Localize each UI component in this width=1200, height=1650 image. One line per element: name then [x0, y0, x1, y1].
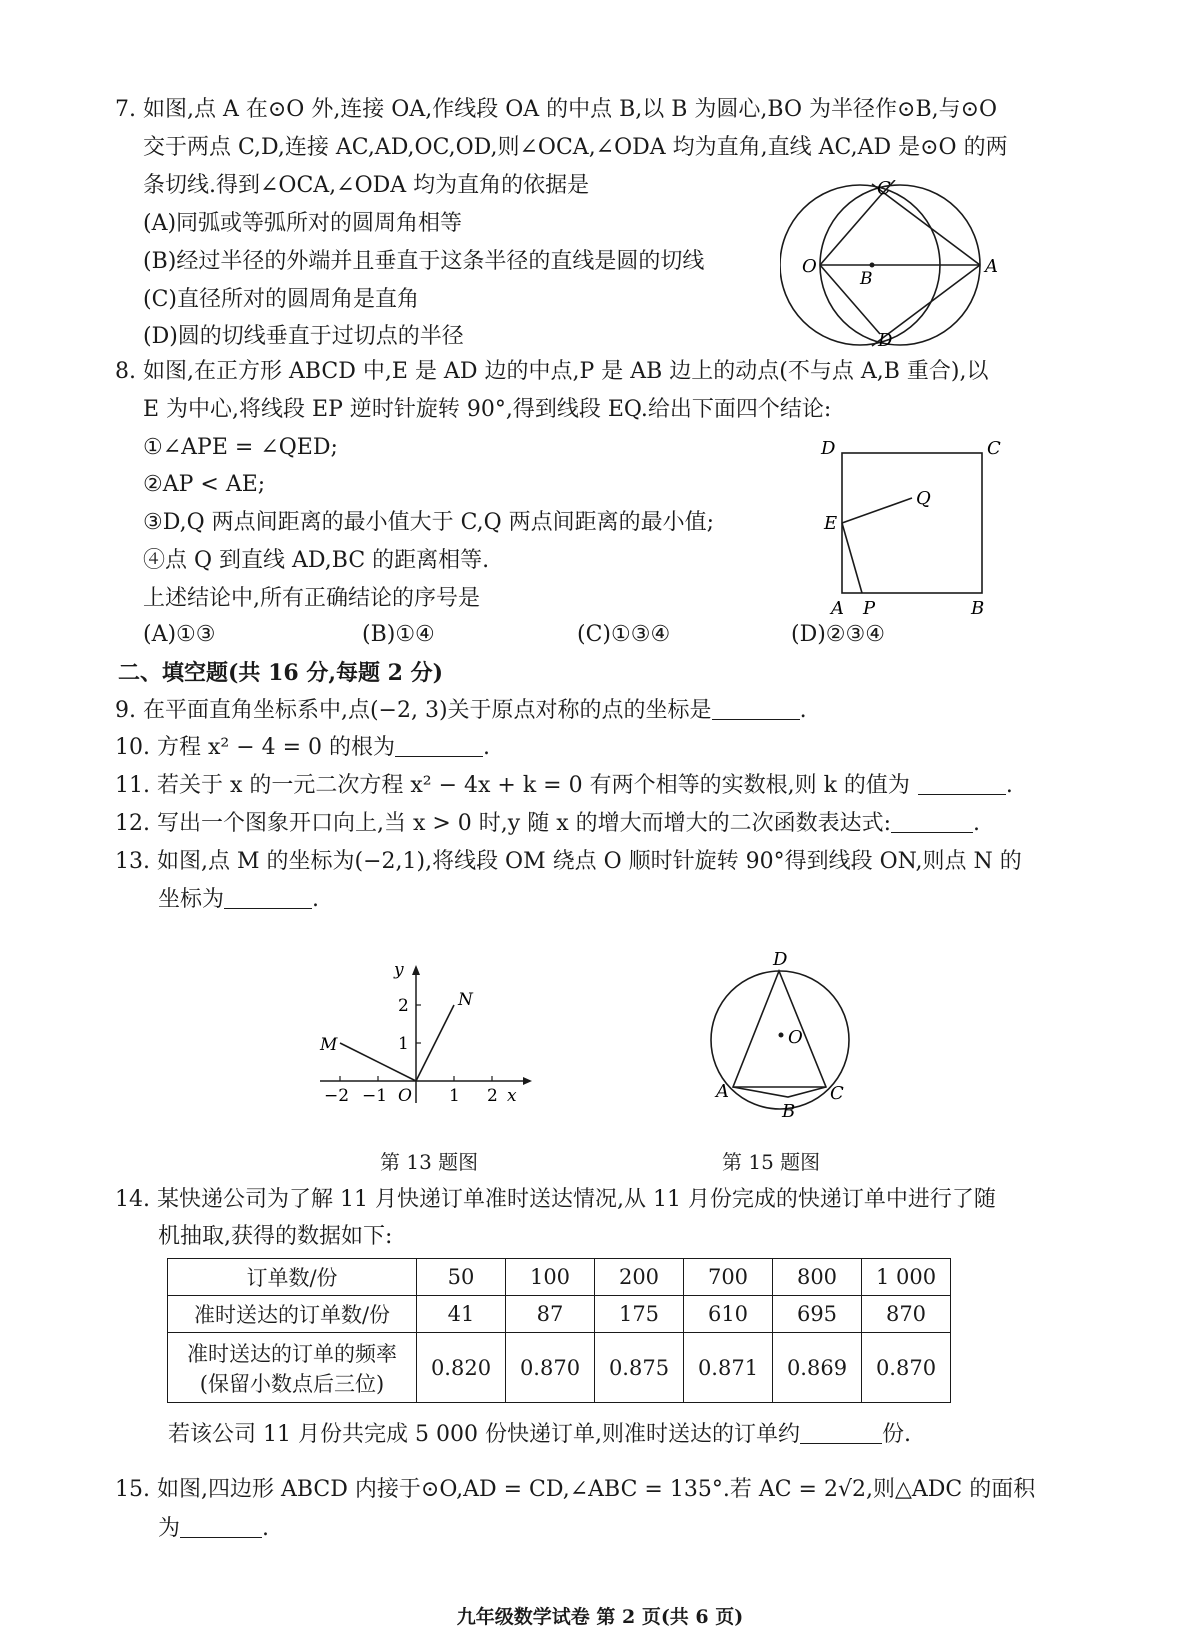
q14-end: 份.	[881, 1422, 911, 1447]
tick-xm1: −1	[362, 1086, 388, 1106]
table-cell: 0.875	[595, 1333, 684, 1403]
data-table	[167, 1258, 951, 1403]
label-origin: O	[398, 1086, 412, 1106]
q8-line-1: 8. 如图,在正方形 ABCD 中,E 是 AD 边的中点,P 是 AB 边上的动点(不与点 A,B 重合),以	[115, 359, 989, 384]
q7-figure	[780, 180, 1010, 356]
q13-end: .	[312, 887, 320, 912]
table-row	[168, 1333, 951, 1403]
q9-answer-blank[interactable]	[712, 697, 800, 720]
table-cell: 200	[595, 1259, 684, 1296]
label-a: A	[831, 598, 844, 619]
q8-option-a: (A)①③	[143, 622, 216, 647]
table-header-line-1: 准时送达的订单的频率	[187, 1341, 397, 1366]
q11-answer-blank[interactable]	[918, 772, 1006, 795]
label-d: D	[773, 949, 788, 970]
label-b: B	[860, 269, 873, 289]
table-cell: 0.871	[684, 1333, 773, 1403]
q14-line-2: 机抽取,获得的数据如下:	[158, 1224, 393, 1249]
q15-end: .	[262, 1516, 270, 1541]
label-a: A	[985, 256, 998, 277]
tick-x1: 1	[449, 1086, 460, 1106]
table-cell: 610	[684, 1296, 773, 1333]
q13-line-2	[158, 885, 319, 915]
table-header-line-2: (保留小数点后三位)	[199, 1371, 385, 1396]
q13-answer-blank[interactable]	[224, 886, 312, 909]
q13-figure	[310, 955, 550, 1121]
q11-text: 11. 若关于 x 的一元二次方程 x² − 4x + k = 0 有两个相等的实数根,则 k 的值为	[115, 773, 910, 798]
page-footer: 九年级数学试卷 第 2 页(共 6 页)	[456, 1606, 744, 1628]
q10	[115, 733, 490, 763]
label-p: P	[863, 598, 876, 619]
label-b: B	[971, 598, 985, 619]
label-n: N	[458, 990, 473, 1010]
table-cell: 870	[862, 1296, 951, 1333]
label-c: C	[987, 440, 1001, 459]
q14-after	[168, 1420, 911, 1450]
tick-x2: 2	[487, 1086, 498, 1106]
q12-text: 12. 写出一个图象开口向上,当 x > 0 时,y 随 x 的增大而增大的二次函数表达式:	[115, 811, 892, 836]
table-cell: 0.820	[417, 1333, 506, 1403]
q8-conclusion-2: ②AP < AE;	[143, 472, 266, 497]
q8-option-c: (C)①③④	[577, 622, 671, 647]
table-header-cell	[168, 1333, 417, 1403]
label-y: y	[394, 960, 404, 980]
q7-option-c: (C)直径所对的圆周角是直角	[143, 287, 419, 312]
q8-option-d: (D)②③④	[791, 622, 885, 647]
q15-line-2	[158, 1514, 269, 1544]
q9-end: .	[799, 698, 807, 723]
label-d: D	[878, 330, 893, 350]
q13-line-1: 13. 如图,点 M 的坐标为(−2,1),将线段 OM 绕点 O 顺时针旋转 90°得到线段 ON,则点 N 的	[115, 849, 1022, 874]
table-header-cell: 订单数/份	[168, 1259, 417, 1296]
q15-caption: 第 15 题图	[722, 1150, 821, 1174]
q12	[115, 809, 980, 839]
q10-end: .	[483, 735, 491, 760]
label-b: B	[782, 1101, 796, 1122]
q15-figure	[700, 945, 860, 1151]
q10-answer-blank[interactable]	[395, 734, 483, 757]
q14-line-1: 14. 某快递公司为了解 11 月快递订单准时送达情况,从 11 月份完成的快递订单中进行了随	[115, 1187, 996, 1212]
q15-line-1: 15. 如图,四边形 ABCD 内接于⊙O,AD = CD,∠ABC = 135°.若 AC = 2√2,则△ADC 的面积	[115, 1477, 1036, 1502]
q10-text: 10. 方程 x² − 4 = 0 的根为	[115, 735, 396, 760]
q13-caption: 第 13 题图	[380, 1150, 479, 1174]
label-e: E	[824, 513, 838, 534]
label-d: D	[821, 440, 836, 459]
label-c: C	[877, 180, 891, 199]
q8-figure	[805, 440, 1005, 626]
q14-answer-blank[interactable]	[800, 1421, 882, 1444]
square-abcd	[842, 453, 982, 593]
label-q: Q	[916, 488, 931, 509]
table-cell: 41	[417, 1296, 506, 1333]
q7-option-d: (D)圆的切线垂直于过切点的半径	[143, 324, 464, 349]
tick-y2: 2	[398, 996, 409, 1016]
q9	[115, 696, 807, 726]
q15-answer-blank[interactable]	[180, 1515, 262, 1538]
q9-text: 9. 在平面直角坐标系中,点(−2, 3)关于原点对称的点的坐标是	[115, 698, 712, 723]
label-a: A	[716, 1081, 729, 1102]
q13-text-2: 坐标为	[158, 887, 225, 912]
q11-end: .	[1005, 773, 1013, 798]
q8-conclusion-3: ③D,Q 两点间距离的最小值大于 C,Q 两点间距离的最小值;	[143, 510, 715, 535]
table-cell: 700	[684, 1259, 773, 1296]
table-cell: 175	[595, 1296, 684, 1333]
circumcircle	[711, 971, 849, 1109]
q15-text-2: 为	[158, 1516, 181, 1541]
q8-conclusion-4: ④点 Q 到直线 AD,BC 的距离相等.	[143, 548, 490, 573]
tick-y1: 1	[398, 1034, 409, 1054]
table-cell: 0.869	[773, 1333, 862, 1403]
section-heading: 二、填空题(共 16 分,每题 2 分)	[118, 660, 444, 686]
q7-line-1: 7. 如图,点 A 在⊙O 外,连接 OA,作线段 OA 的中点 B,以 B 为圆心,BO 为半径作⊙B,与⊙O	[115, 97, 998, 122]
table-row	[168, 1259, 951, 1296]
table-row	[168, 1296, 951, 1333]
q8-conclusion-1: ①∠APE = ∠QED;	[143, 435, 338, 460]
table-cell: 100	[506, 1259, 595, 1296]
table-cell: 800	[773, 1259, 862, 1296]
q12-answer-blank[interactable]	[891, 810, 973, 833]
label-x: x	[507, 1086, 517, 1106]
label-c: C	[830, 1083, 844, 1104]
table-cell: 0.870	[506, 1333, 595, 1403]
table-header-cell: 准时送达的订单数/份	[168, 1296, 417, 1333]
q7-option-a: (A)同弧或等弧所对的圆周角相等	[143, 211, 463, 236]
q11	[115, 771, 1013, 801]
q14-after-text: 若该公司 11 月份共完成 5 000 份快递订单,则准时送达的订单约	[168, 1422, 800, 1447]
label-o: O	[788, 1027, 803, 1048]
q8-line-2: E 为中心,将线段 EP 逆时针旋转 90°,得到线段 EQ.给出下面四个结论:	[143, 397, 832, 422]
table-cell: 1 000	[862, 1259, 951, 1296]
q7-line-3: 条切线.得到∠OCA,∠ODA 均为直角的依据是	[143, 173, 590, 198]
label-o: O	[802, 256, 817, 277]
tick-xm2: −2	[324, 1086, 350, 1106]
label-m: M	[320, 1035, 338, 1055]
q8-question: 上述结论中,所有正确结论的序号是	[143, 586, 480, 611]
q7-option-b: (B)经过半径的外端并且垂直于这条半径的直线是圆的切线	[143, 249, 705, 274]
table-cell: 0.870	[862, 1333, 951, 1403]
table-cell: 50	[417, 1259, 506, 1296]
q12-end: .	[973, 811, 981, 836]
q8-option-b: (B)①④	[362, 622, 435, 647]
table-cell: 695	[773, 1296, 862, 1333]
segment-on	[416, 1005, 454, 1081]
q7-line-2: 交于两点 C,D,连接 AC,AD,OC,OD,则∠OCA,∠ODA 均为直角,直线 AC,AD 是⊙O 的两	[143, 135, 1008, 160]
table-cell: 87	[506, 1296, 595, 1333]
